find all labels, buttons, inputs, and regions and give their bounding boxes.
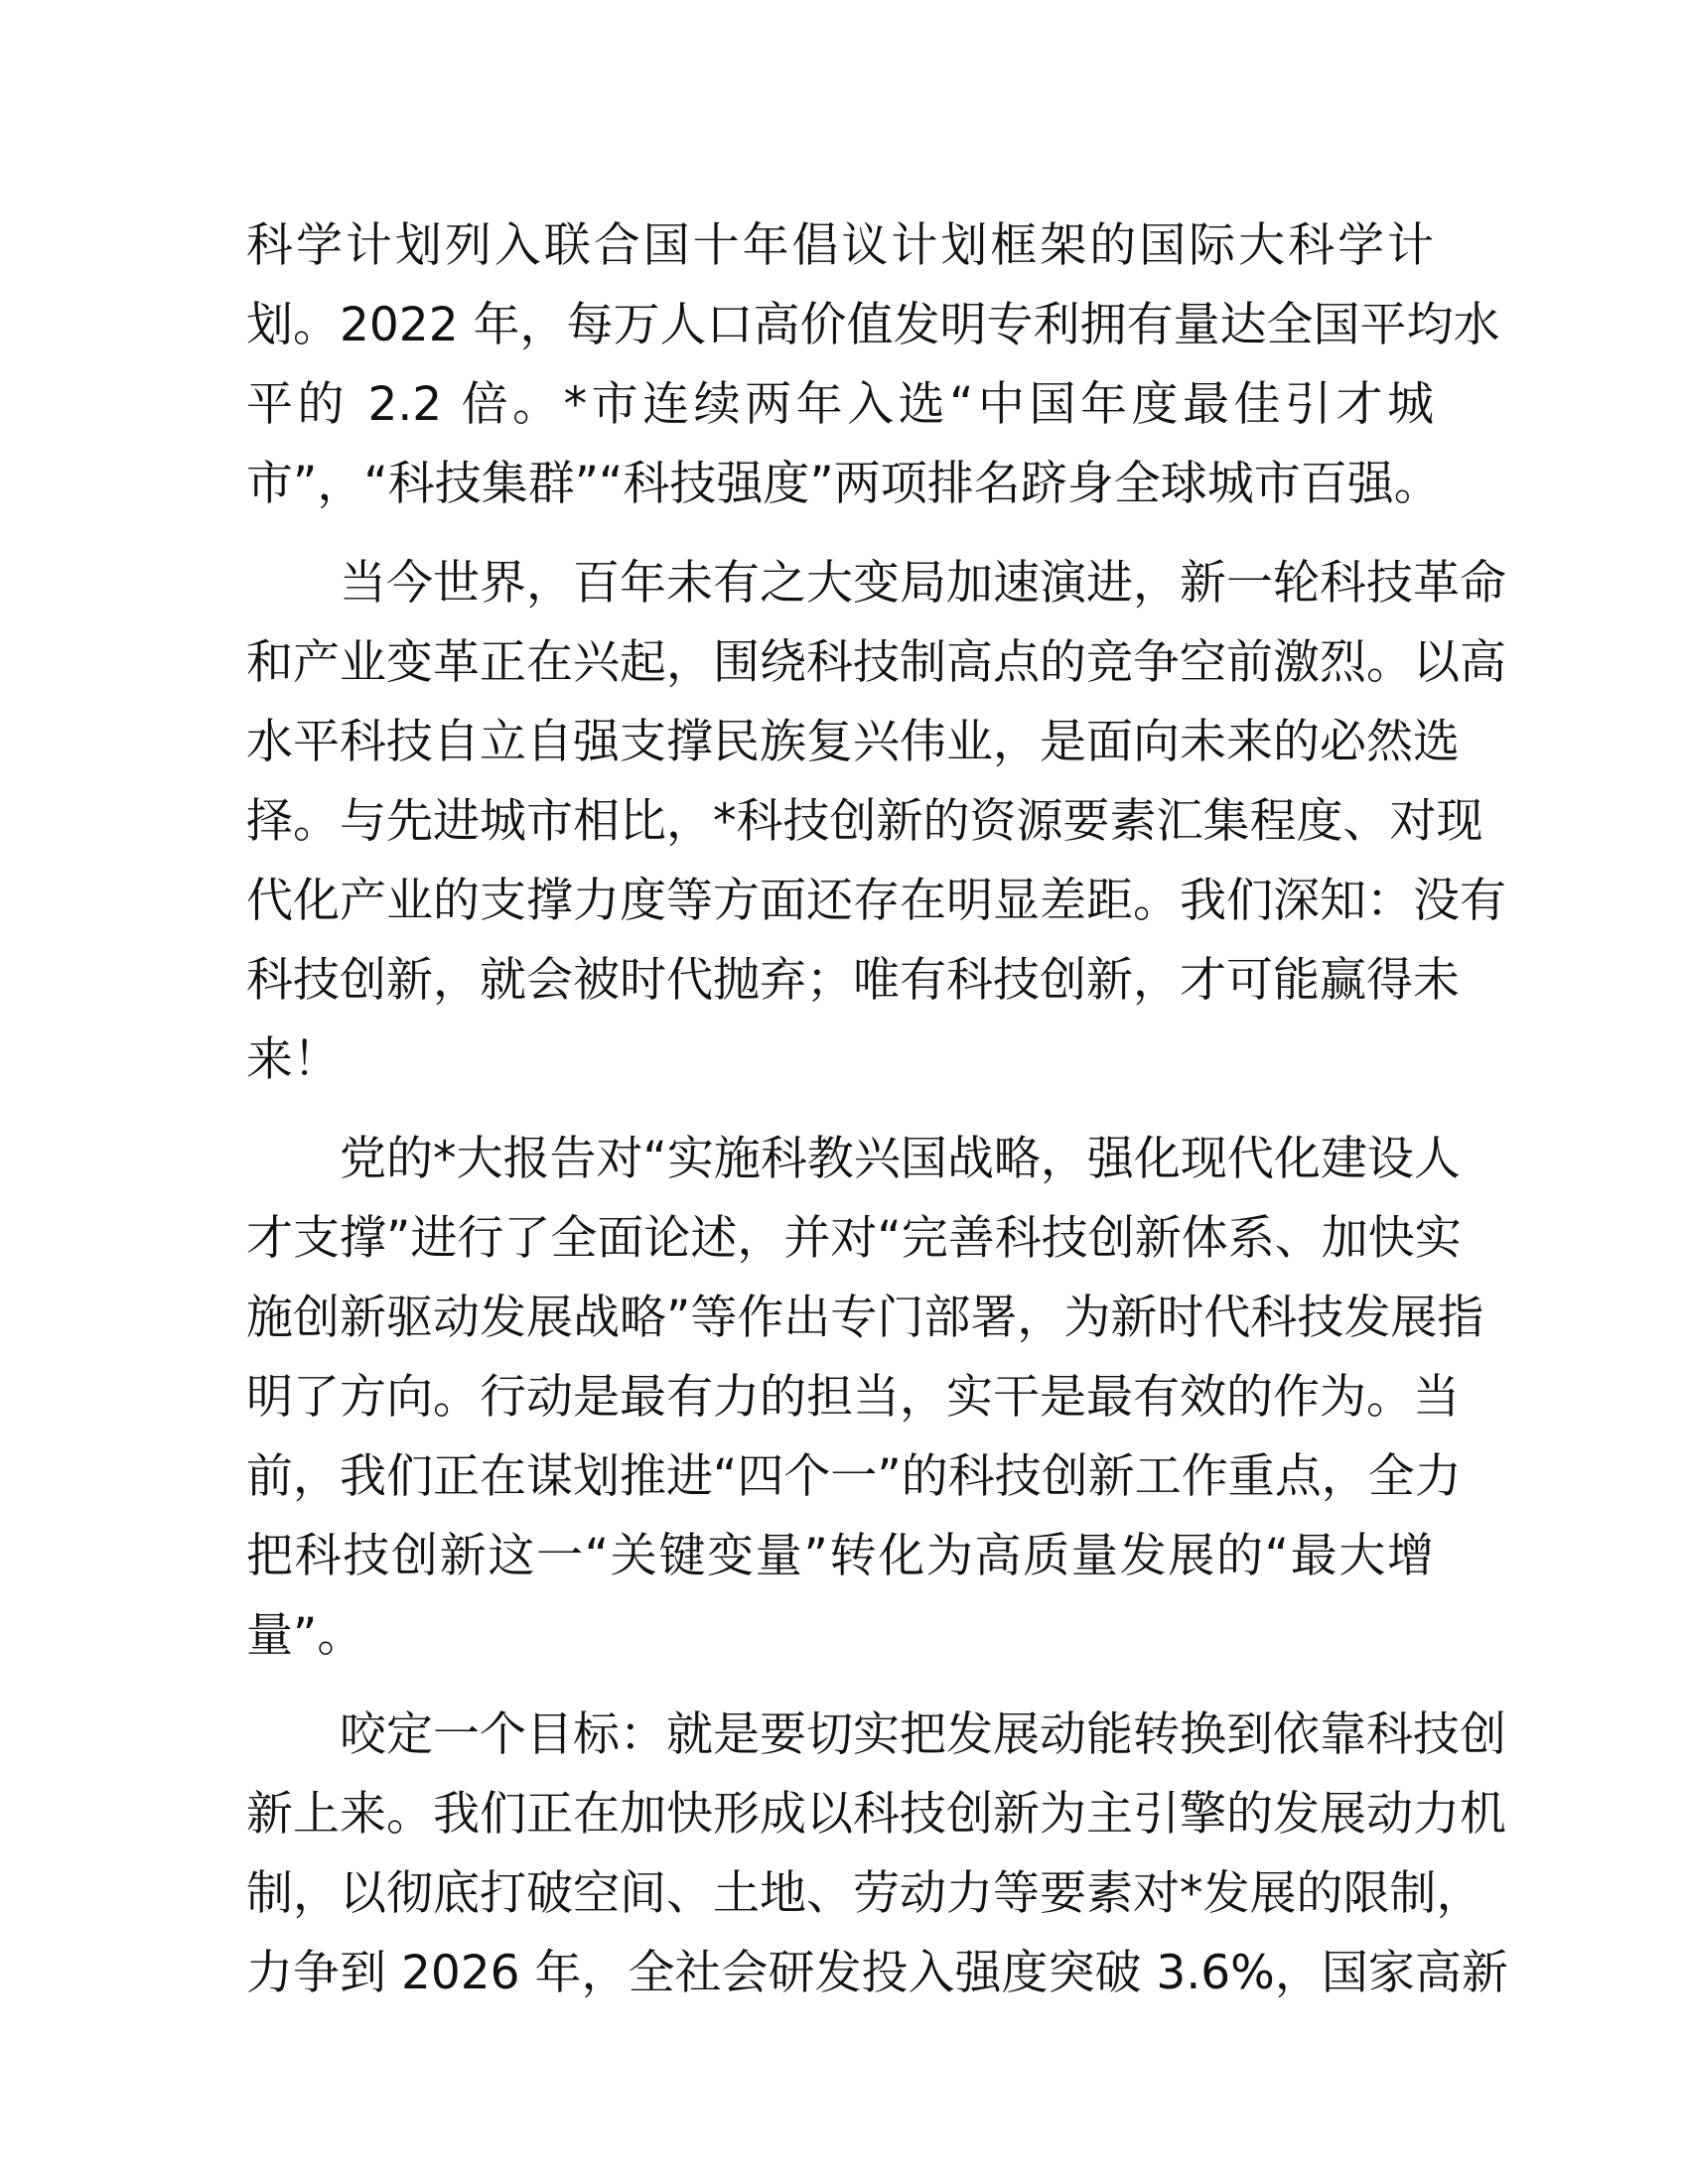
text-line: 制，以彻底打破空间、土地、劳动力等要素对*发展的限制，	[246, 1866, 1483, 1921]
text-line: 新上来。我们正在加快形成以科技创新为主引擎的发展动力机	[246, 1787, 1506, 1842]
text-line: 咬定一个目标：就是要切实把发展动能转换到依靠科技创	[340, 1707, 1506, 1762]
text-line: 施创新驱动发展战略”等作出专门部署，为新时代科技发展指	[246, 1291, 1484, 1345]
text-line: 前，我们正在谋划推进“四个一”的科技创新工作重点，全力	[246, 1449, 1462, 1504]
body-text	[246, 206, 1508, 2033]
text-line: 力争到 2026 年，全社会研发投入强度突破 3.6%，国家高新	[246, 1946, 1508, 2000]
text-line: 把科技创新这一“关键变量”转化为高质量发展的“最大增	[246, 1529, 1434, 1583]
text-line: 代化产业的支撑力度等方面还存在明显差距。我们深知：没有	[246, 874, 1506, 928]
text-line: 明了方向。行动是最有力的担当，实干是最有效的作为。当	[246, 1370, 1460, 1425]
text-line: 平的 2.2 倍。*市连续两年入选“中国年度最佳引才城	[246, 377, 1434, 432]
text-line: 科技创新，就会被时代抛弃；唯有科技创新，才可能赢得未	[246, 953, 1460, 1008]
text-line: 择。与先进城市相比，*科技创新的资源要素汇集程度、对现	[246, 794, 1483, 849]
text-line: 水平科技自立自强支撑民族复兴伟业，是面向未来的必然选	[246, 715, 1460, 769]
paragraph-2	[246, 544, 1506, 1100]
text-line: 科学计划列入联合国十年倡议计划框架的国际大科学计	[246, 218, 1434, 273]
text-line: 市”，“科技集群”“科技强度”两项排名跻身全球城市百强。	[246, 457, 1441, 511]
text-line: 和产业变革正在兴起，围绕科技制高点的竞争空前激烈。以高	[246, 635, 1506, 690]
text-line: 量”。	[246, 1608, 364, 1663]
text-line: 划。2022 年，每万人口高价值发明专利拥有量达全国平均水	[246, 298, 1500, 352]
text-line: 来！	[246, 1032, 340, 1087]
text-line: 当今世界，百年未有之大变局加速演进，新一轮科技革命	[340, 556, 1506, 611]
paragraph-3	[246, 1120, 1484, 1676]
paragraph-4	[246, 1696, 1508, 2013]
paragraph-1	[246, 206, 1500, 524]
text-line: 党的*大报告对“实施科教兴国战略，强化现代化建设人	[340, 1132, 1461, 1186]
text-line: 才支撑”进行了全面论述，并对“完善科技创新体系、加快实	[246, 1211, 1462, 1266]
